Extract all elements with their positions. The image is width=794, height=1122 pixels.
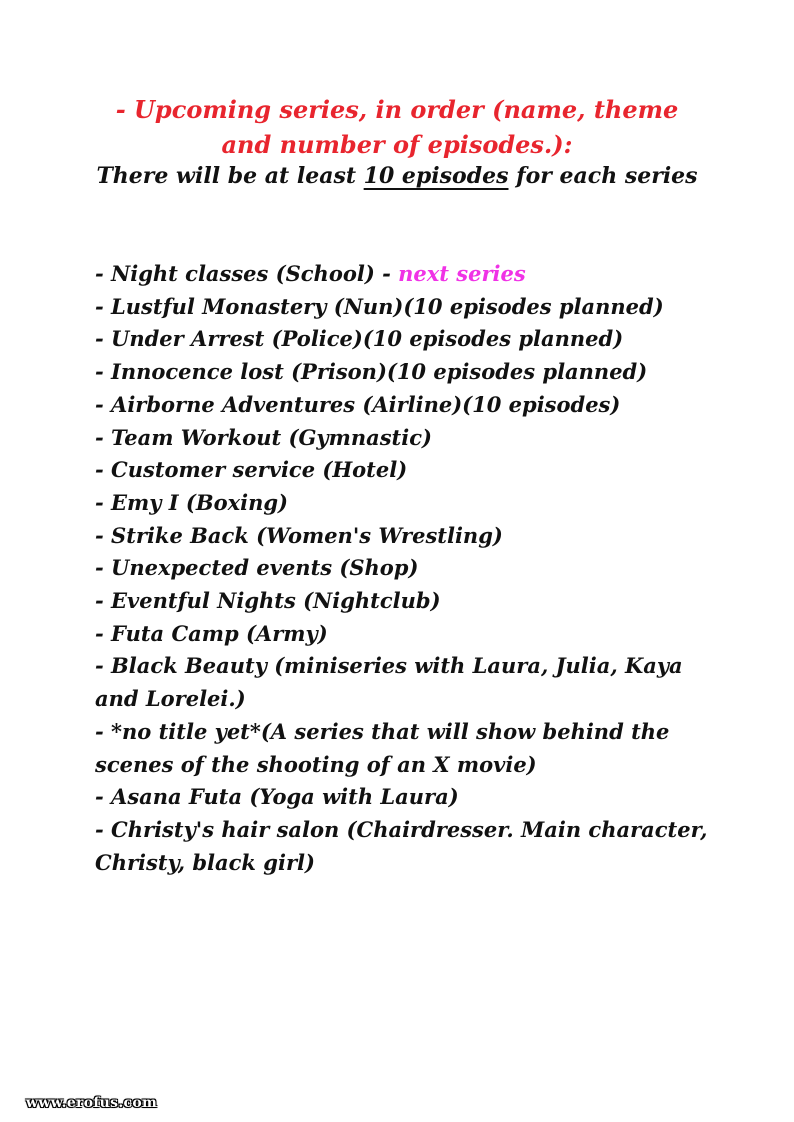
upcoming-series-heading (100, 92, 694, 162)
series-item: - Team Workout (Gymnastic) (95, 424, 432, 450)
series-item: - Black Beauty (miniseries with Laura, Julia, Kaya and Lorelei.) (95, 653, 683, 712)
series-list (95, 258, 715, 879)
site-watermark: www.erofus.com (26, 1095, 158, 1111)
series-item: - Asana Futa (Yoga with Laura) (95, 784, 459, 810)
episodes-note (80, 160, 714, 192)
series-item-night-classes (95, 258, 715, 291)
series-item: - Innocence lost (Prison)(10 episodes planned) (95, 359, 648, 385)
series-item: - Futa Camp (Army) (95, 620, 328, 646)
series-item: - Unexpected events (Shop) (95, 555, 419, 581)
series-item: - Strike Back (Women's Wrestling) (95, 522, 503, 548)
series-item: - Under Arrest (Police)(10 episodes planned) (95, 326, 624, 352)
series-item: - Eventful Nights (Nightclub) (95, 588, 441, 614)
series-item: - Christy's hair salon (Chairdresser. Main character, Christy, black girl) (95, 816, 708, 875)
series-item-text: - Night classes (School) - (95, 261, 399, 286)
episodes-note-underlined: 10 episodes (363, 163, 509, 189)
series-item: - *no title yet*(A series that will show behind the scenes of the shooting of an X movie) (95, 718, 670, 777)
series-item: - Airborne Adventures (Airline)(10 episodes) (95, 391, 621, 417)
series-item: - Customer service (Hotel) (95, 457, 408, 483)
series-item: - Emy I (Boxing) (95, 489, 288, 515)
episodes-note-after: for each series (508, 163, 698, 189)
heading-text: - Upcoming series, in order (name, theme and number of episodes.): (115, 95, 679, 159)
next-series-label: next series (398, 261, 526, 286)
episodes-note-before: There will be at least (96, 163, 364, 189)
series-item: - Lustful Monastery (Nun)(10 episodes planned) (95, 293, 664, 319)
